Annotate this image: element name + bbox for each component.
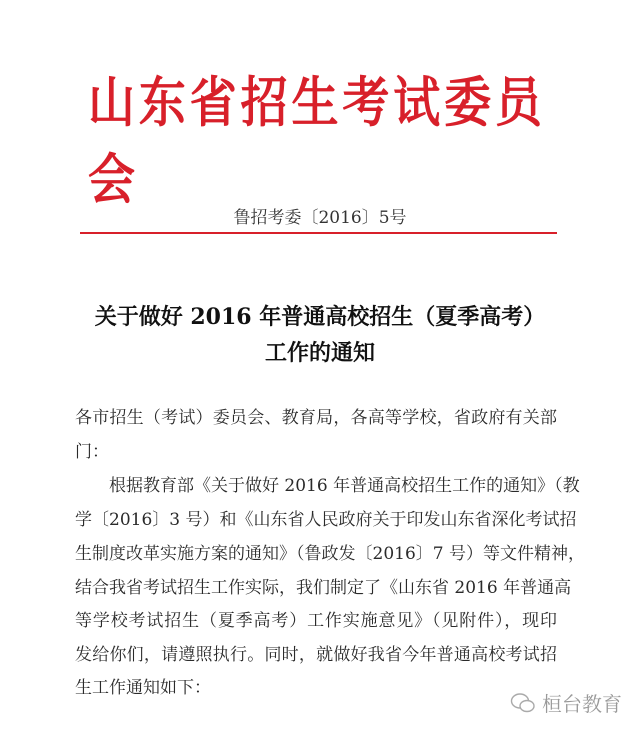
body-line: 发给你们，请遵照执行。同时，就做好我省今年普通高校考试招 bbox=[75, 645, 557, 665]
body-line: 生工作通知如下： bbox=[75, 678, 211, 698]
body-line: 根据教育部《关于做好 2016 年普通高校招生工作的通知》（教 bbox=[75, 476, 580, 496]
watermark bbox=[510, 688, 622, 717]
body-line: 等学校考试招生（夏季高考）工作实施意见》（见附件），现印 bbox=[75, 611, 557, 631]
body-line: 生制度改革实施方案的通知》（鲁政发〔2016〕7 号）等文件精神， bbox=[75, 544, 585, 564]
body-line: 结合我省考试招生工作实际，我们制定了《山东省 2016 年普通高 bbox=[75, 578, 572, 598]
notice-title-line1: 关于做好 2016 年普通高校招生（夏季高考） bbox=[94, 304, 546, 330]
document-number: 鲁招考委〔2016〕5号 bbox=[233, 208, 407, 228]
body-line: 学〔2016〕3 号）和《山东省人民政府关于印发山东省深化考试招 bbox=[75, 510, 577, 530]
issuing-authority-header: 山东省招生考试委员会 bbox=[88, 71, 543, 212]
notice-title-line2: 工作的通知 bbox=[264, 340, 375, 366]
body-line: 门： bbox=[75, 442, 109, 462]
body-line: 各市招生（考试）委员会、教育局，各高等学校，省政府有关部 bbox=[75, 408, 557, 428]
wechat-icon bbox=[510, 692, 536, 714]
red-divider bbox=[80, 232, 557, 234]
watermark-text: 桓台教育 bbox=[542, 692, 622, 716]
